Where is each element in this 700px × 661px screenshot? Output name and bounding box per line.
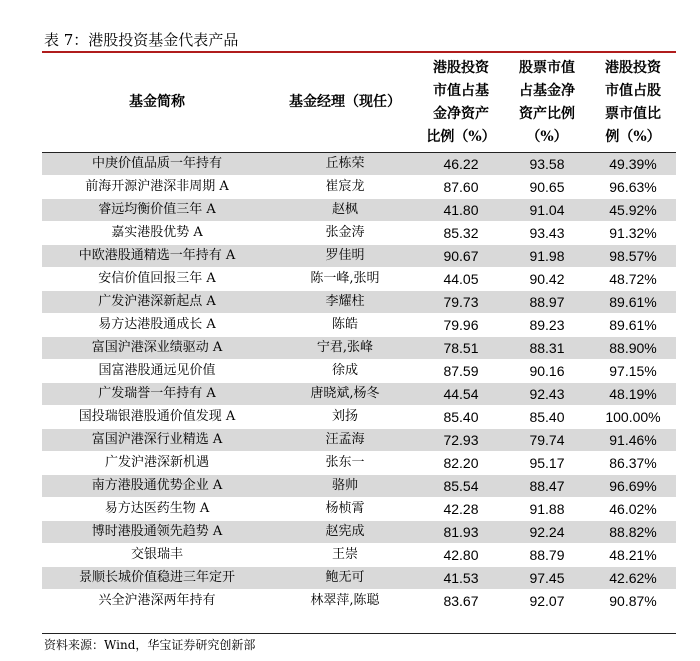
table-row xyxy=(42,406,676,429)
hk-stock-ratio-cell: 49.39% xyxy=(590,153,676,176)
header-line: 资产比例 xyxy=(519,105,575,122)
stock-ratio-cell: 89.23 xyxy=(504,314,590,337)
table-row xyxy=(42,498,676,521)
hk-ratio-cell: 72.93 xyxy=(418,429,504,452)
table-row xyxy=(42,337,676,360)
manager-cell: 刘扬 xyxy=(272,406,418,429)
table-row xyxy=(42,452,676,475)
table-row xyxy=(42,429,676,452)
hk-ratio-cell: 79.73 xyxy=(418,291,504,314)
table-row xyxy=(42,383,676,406)
table-row xyxy=(42,590,676,613)
manager-cell: 丘栋荣 xyxy=(272,153,418,176)
hk-ratio-cell: 42.80 xyxy=(418,544,504,567)
fund-name-cell: 景顺长城价值稳进三年定开 xyxy=(42,567,272,590)
fund-name-cell: 睿远均衡价值三年 A xyxy=(42,199,272,222)
hk-ratio-cell: 85.54 xyxy=(418,475,504,498)
hk-ratio-cell: 85.32 xyxy=(418,222,504,245)
stock-ratio-cell: 97.45 xyxy=(504,567,590,590)
source-note: 资料来源：Wind，华宝证券研究创新部 xyxy=(44,638,256,652)
manager-cell: 王崇 xyxy=(272,544,418,567)
hk-ratio-cell: 87.60 xyxy=(418,176,504,199)
fund-name-cell: 中欧港股通精选一年持有 A xyxy=(42,245,272,268)
stock-ratio-cell: 92.43 xyxy=(504,383,590,406)
stock-ratio-cell: 91.04 xyxy=(504,199,590,222)
fund-name-cell: 嘉实港股优势 A xyxy=(42,222,272,245)
fund-name-cell: 交银瑞丰 xyxy=(42,544,272,567)
hk-stock-ratio-cell: 98.57% xyxy=(590,245,676,268)
hk-stock-ratio-cell: 96.63% xyxy=(590,176,676,199)
hk-stock-ratio-cell: 96.69% xyxy=(590,475,676,498)
hk-stock-ratio-cell: 90.87% xyxy=(590,590,676,613)
stock-ratio-cell: 88.31 xyxy=(504,337,590,360)
table-row xyxy=(42,521,676,544)
table-row xyxy=(42,544,676,567)
header-line: 市值占股 xyxy=(605,82,661,99)
hk-ratio-cell: 41.80 xyxy=(418,199,504,222)
manager-cell: 唐晓斌,杨冬 xyxy=(272,383,418,406)
manager-cell: 林翠萍,陈聪 xyxy=(272,590,418,613)
table-title: 表 7：港股投资基金代表产品 xyxy=(44,31,239,49)
stock-ratio-cell: 88.79 xyxy=(504,544,590,567)
table-row xyxy=(42,567,676,590)
header-fund-name: 基金简称 xyxy=(42,53,272,153)
stock-ratio-cell: 93.58 xyxy=(504,153,590,176)
header-hk-ratio xyxy=(418,53,504,153)
hk-stock-ratio-cell: 48.21% xyxy=(590,544,676,567)
manager-cell: 张东一 xyxy=(272,452,418,475)
table-row xyxy=(42,314,676,337)
header-line: 港股投资 xyxy=(433,59,489,76)
hk-ratio-cell: 90.67 xyxy=(418,245,504,268)
hk-ratio-cell: 79.96 xyxy=(418,314,504,337)
hk-ratio-cell: 44.05 xyxy=(418,268,504,291)
stock-ratio-cell: 85.40 xyxy=(504,406,590,429)
bottom-rule xyxy=(42,633,676,634)
stock-ratio-cell: 88.97 xyxy=(504,291,590,314)
fund-name-cell: 前海开源沪港深非周期 A xyxy=(42,176,272,199)
stock-ratio-cell: 93.43 xyxy=(504,222,590,245)
stock-ratio-cell: 92.07 xyxy=(504,590,590,613)
stock-ratio-cell: 95.17 xyxy=(504,452,590,475)
hk-stock-ratio-cell: 97.15% xyxy=(590,360,676,383)
fund-name-cell: 富国沪港深行业精选 A xyxy=(42,429,272,452)
header-hk-stock-ratio xyxy=(590,53,676,153)
hk-ratio-cell: 46.22 xyxy=(418,153,504,176)
stock-ratio-cell: 79.74 xyxy=(504,429,590,452)
stock-ratio-cell: 90.16 xyxy=(504,360,590,383)
hk-stock-ratio-cell: 86.37% xyxy=(590,452,676,475)
fund-name-cell: 易方达医药生物 A xyxy=(42,498,272,521)
manager-cell: 鲍无可 xyxy=(272,567,418,590)
hk-ratio-cell: 82.20 xyxy=(418,452,504,475)
manager-cell: 李耀柱 xyxy=(272,291,418,314)
manager-cell: 陈皓 xyxy=(272,314,418,337)
table-row xyxy=(42,360,676,383)
fund-name-cell: 国投瑞银港股通价值发现 A xyxy=(42,406,272,429)
fund-table xyxy=(42,53,676,613)
hk-stock-ratio-cell: 100.00% xyxy=(590,406,676,429)
header-manager: 基金经理（现任） xyxy=(272,53,418,153)
stock-ratio-cell: 92.24 xyxy=(504,521,590,544)
hk-stock-ratio-cell: 89.61% xyxy=(590,314,676,337)
hk-stock-ratio-cell: 48.19% xyxy=(590,383,676,406)
stock-ratio-cell: 90.42 xyxy=(504,268,590,291)
stock-ratio-cell: 91.88 xyxy=(504,498,590,521)
hk-stock-ratio-cell: 91.32% xyxy=(590,222,676,245)
manager-cell: 陈一峰,张明 xyxy=(272,268,418,291)
hk-stock-ratio-cell: 91.46% xyxy=(590,429,676,452)
hk-stock-ratio-cell: 46.02% xyxy=(590,498,676,521)
header-line: 例（%） xyxy=(605,128,661,145)
header-line: 股票市值 xyxy=(519,59,575,76)
hk-stock-ratio-cell: 45.92% xyxy=(590,199,676,222)
table-row xyxy=(42,222,676,245)
manager-cell: 杨桢霄 xyxy=(272,498,418,521)
manager-cell: 赵宪成 xyxy=(272,521,418,544)
header-line: 占基金净 xyxy=(519,82,575,99)
header-row xyxy=(42,53,676,153)
manager-cell: 赵枫 xyxy=(272,199,418,222)
manager-cell: 崔宸龙 xyxy=(272,176,418,199)
hk-stock-ratio-cell: 88.82% xyxy=(590,521,676,544)
table-row xyxy=(42,268,676,291)
hk-ratio-cell: 83.67 xyxy=(418,590,504,613)
header-stock-ratio xyxy=(504,53,590,153)
fund-name-cell: 兴全沪港深两年持有 xyxy=(42,590,272,613)
table-row xyxy=(42,245,676,268)
hk-stock-ratio-cell: 89.61% xyxy=(590,291,676,314)
fund-name-cell: 安信价值回报三年 A xyxy=(42,268,272,291)
fund-name-cell: 富国沪港深业绩驱动 A xyxy=(42,337,272,360)
table-row xyxy=(42,199,676,222)
hk-stock-ratio-cell: 48.72% xyxy=(590,268,676,291)
manager-cell: 汪孟海 xyxy=(272,429,418,452)
table-row xyxy=(42,176,676,199)
manager-cell: 骆帅 xyxy=(272,475,418,498)
hk-ratio-cell: 42.28 xyxy=(418,498,504,521)
header-line: 比例（%） xyxy=(426,128,496,145)
fund-name-cell: 南方港股通优势企业 A xyxy=(42,475,272,498)
table-row xyxy=(42,475,676,498)
header-line: 金净资产 xyxy=(433,105,489,122)
fund-name-cell: 国富港股通远见价值 xyxy=(42,360,272,383)
hk-ratio-cell: 78.51 xyxy=(418,337,504,360)
stock-ratio-cell: 88.47 xyxy=(504,475,590,498)
manager-cell: 徐成 xyxy=(272,360,418,383)
hk-stock-ratio-cell: 88.90% xyxy=(590,337,676,360)
manager-cell: 罗佳明 xyxy=(272,245,418,268)
hk-ratio-cell: 41.53 xyxy=(418,567,504,590)
table-row xyxy=(42,291,676,314)
hk-ratio-cell: 87.59 xyxy=(418,360,504,383)
header-line: 市值占基 xyxy=(433,82,489,99)
header-line: （%） xyxy=(526,128,568,145)
fund-name-cell: 博时港股通领先趋势 A xyxy=(42,521,272,544)
hk-stock-ratio-cell: 42.62% xyxy=(590,567,676,590)
stock-ratio-cell: 91.98 xyxy=(504,245,590,268)
hk-ratio-cell: 81.93 xyxy=(418,521,504,544)
fund-name-cell: 中庚价值品质一年持有 xyxy=(42,153,272,176)
stock-ratio-cell: 90.65 xyxy=(504,176,590,199)
manager-cell: 宁君,张峰 xyxy=(272,337,418,360)
table-row xyxy=(42,153,676,176)
fund-name-cell: 易方达港股通成长 A xyxy=(42,314,272,337)
fund-name-cell: 广发瑞誉一年持有 A xyxy=(42,383,272,406)
header-line: 票市值比 xyxy=(605,105,661,122)
hk-ratio-cell: 85.40 xyxy=(418,406,504,429)
manager-cell: 张金涛 xyxy=(272,222,418,245)
fund-name-cell: 广发沪港深新机遇 xyxy=(42,452,272,475)
header-line: 港股投资 xyxy=(605,59,661,76)
fund-name-cell: 广发沪港深新起点 A xyxy=(42,291,272,314)
hk-ratio-cell: 44.54 xyxy=(418,383,504,406)
